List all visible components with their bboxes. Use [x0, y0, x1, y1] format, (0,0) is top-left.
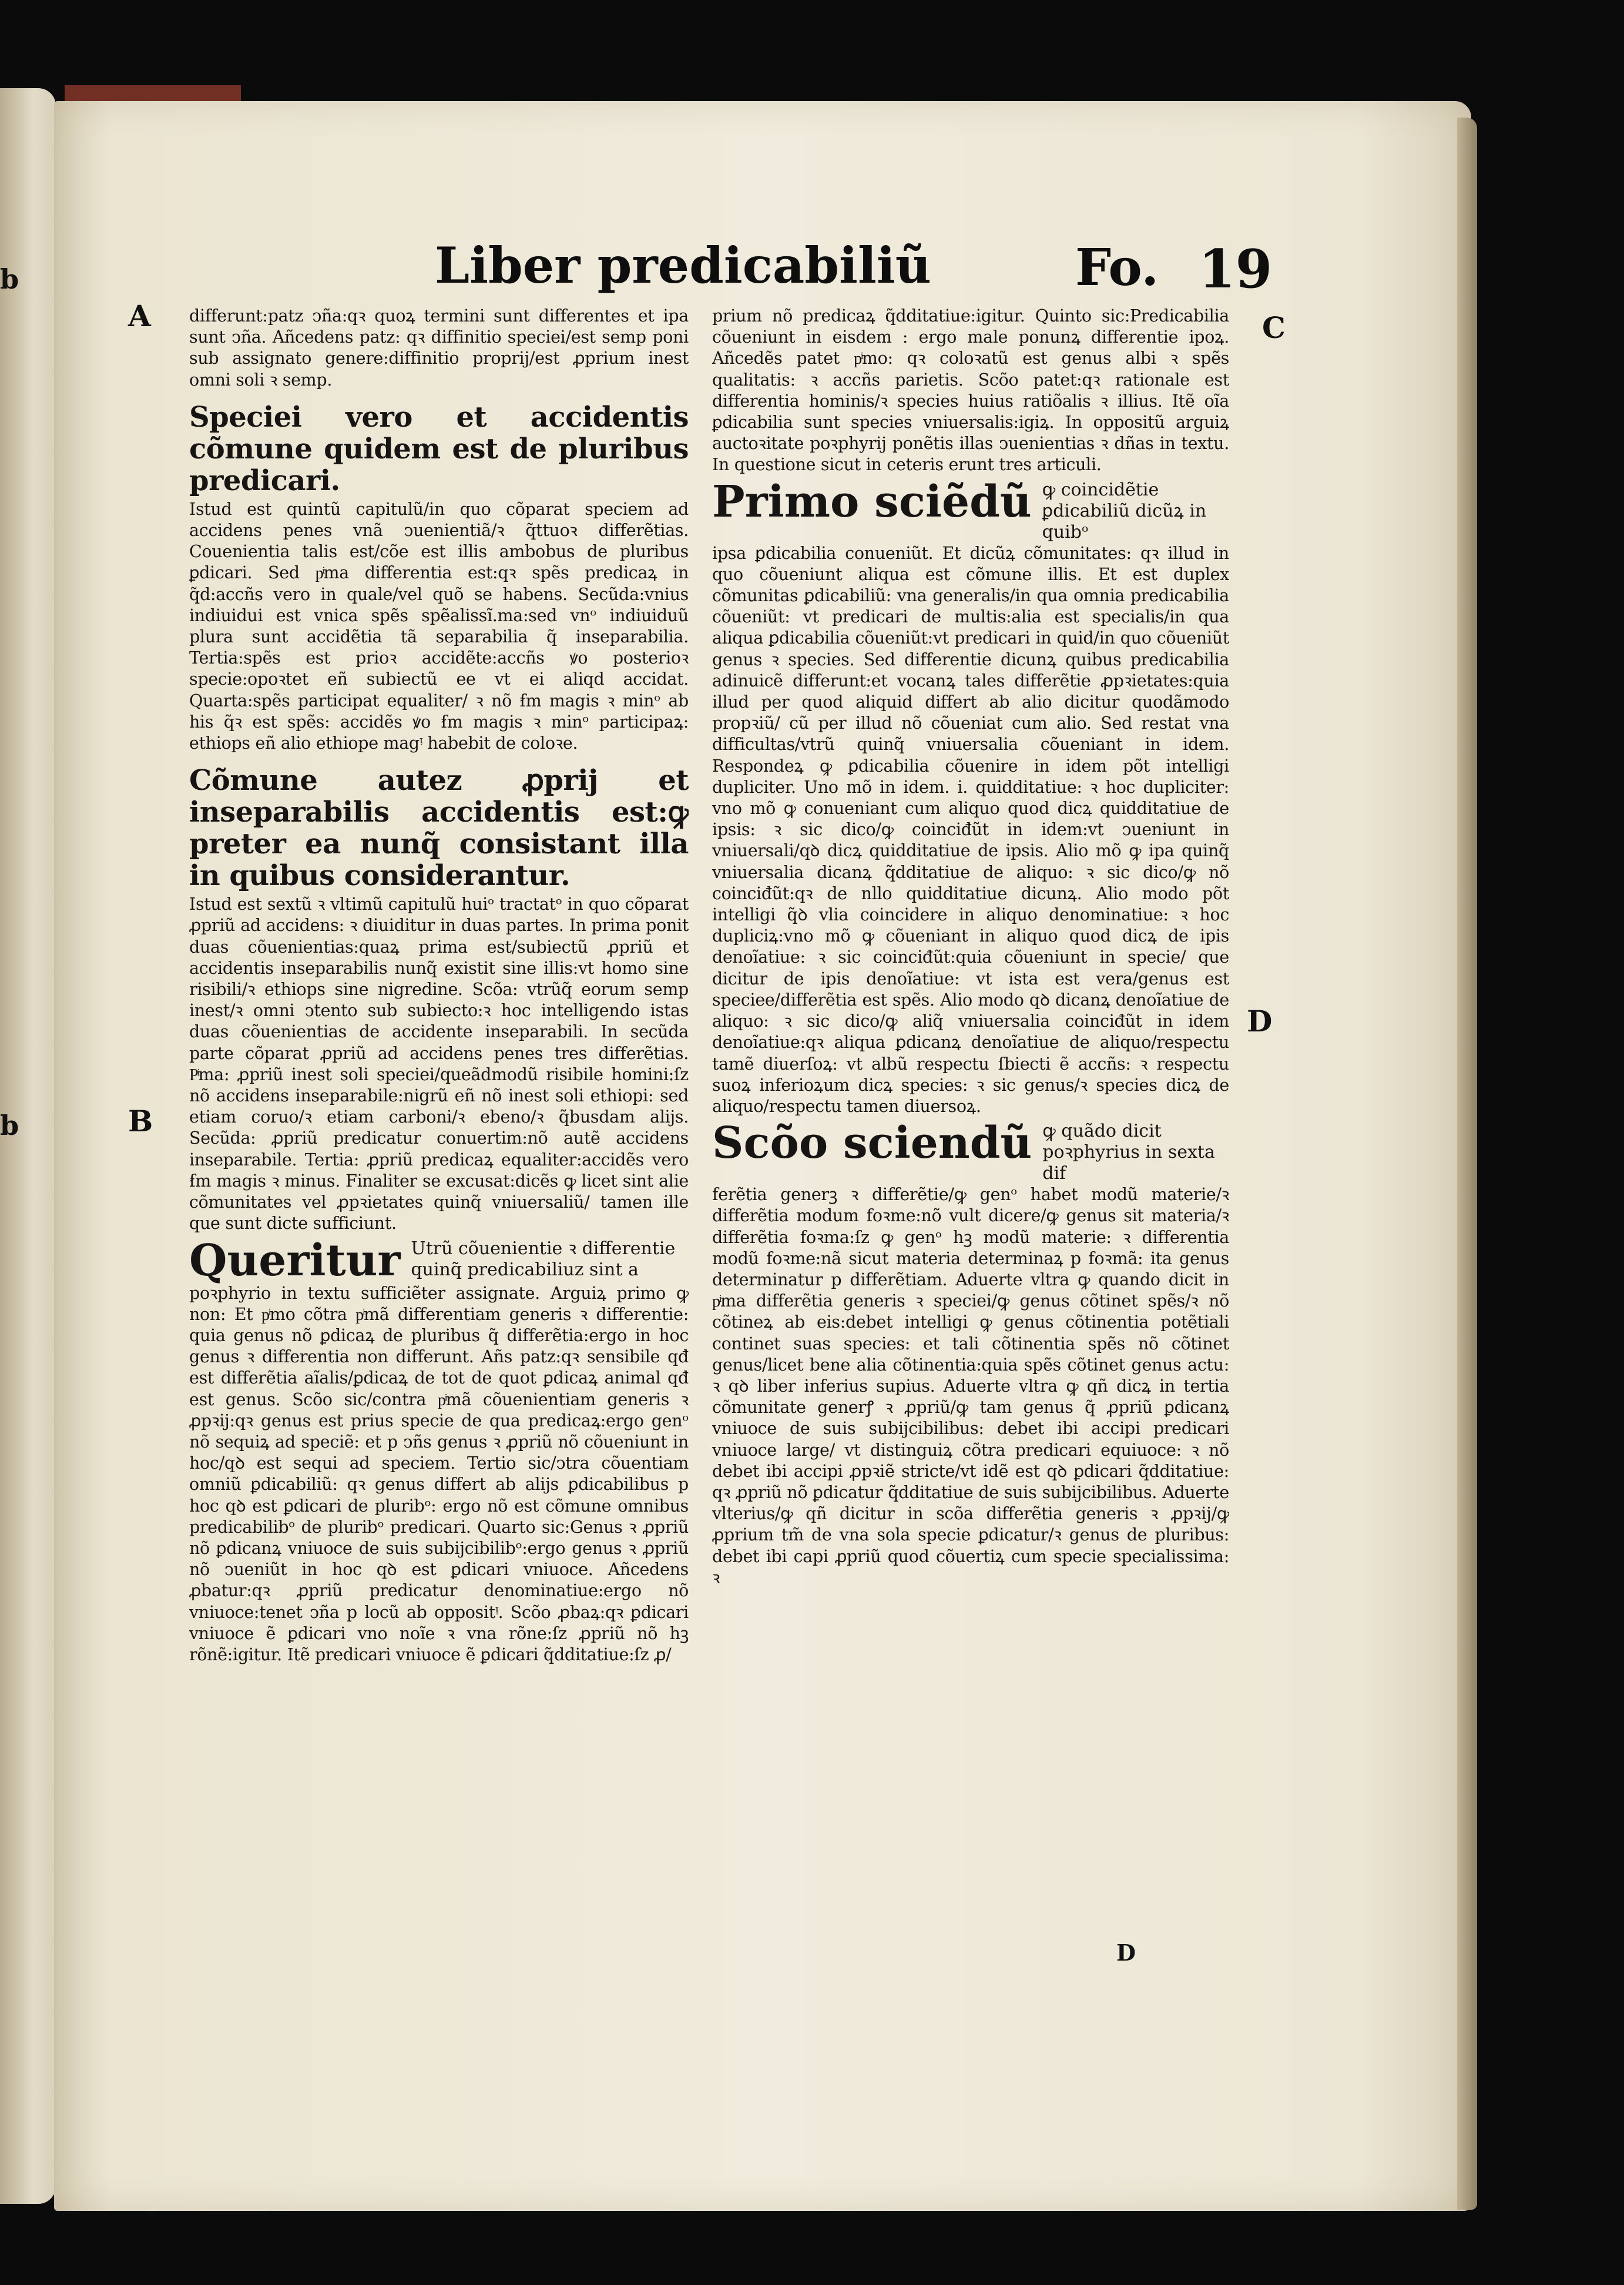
paragraph-left-4: poꝛphyrio in textu sufficiẽter assignate. Arguiꝝ primo ꝙ non: Et pͥmo cõtra pͥmã differentiam generis ꝛ differentie: quia genus nõ ꝑdicaꝝ de pluribus q̃ differẽtia:ergo in hoc genus ꝛ differentia non differunt. Añs patz:qꝛ sensibile qđ est differẽtia aĩalis/ꝑdicaꝝ de tot de quot ꝑdicaꝝ animal qđ est genus. Scõo sic/contra pͥmã cõuenientiam generis ꝛ ꝓpꝛij:qꝛ genus est prius specie de qua predicaꝝ:ergo genᵒ nõ sequiꝝ ad speciẽ: et p ↄñs genus ꝛ ꝓpriũ nõ cõueniunt in hoc/qꝺ est sequi ad speciem. Tertio sic/ↄtra cõuentiam omniũ ꝑdicabiliũ: qꝛ genus differt ab alijs ꝑdicabilibus p hoc qꝺ est ꝑdicari de pluribᵒ: ergo nõ est cõmune omnibus predicabilibᵒ de pluribᵒ predicari. Quarto sic:Genus ꝛ ꝓpriũ nõ ꝑdicanꝝ vniuoce de suis subijcibilibᵒ:ergo genus ꝛ ꝓpriũ nõ ↄueniũt in hoc qꝺ est ꝑdicari vniuoce. Añcedens ꝓbatur:qꝛ ꝓpriũ predicatur denominatiue:ergo nõ vniuoce:tenet ↄña p locũ ab oppositᵎ. Scõo ꝓbaꝝ:qꝛ ꝑdicari vniuoce ẽ ꝑdicari vno noĩe ꝛ vna rõne:ſz ꝓpriũ nõ hꝫ rõnẽ:igitur. Itẽ predicari vniuoce ẽ ꝑdicari q̃dditatiue:ſz ꝓ/: [189, 1283, 689, 1664]
catchword: D: [1116, 1939, 1136, 1966]
paragraph-left-3: Istud est sextũ ꝛ vltimũ capitulũ huiᵒ tractatᵒ in quo cõparat ꝓpriũ ad accidens: ꝛ diuiditur in duas partes. In prima ponit duas cõuenientias:quaꝝ prima est/subiectũ ꝓpriũ et accidentis inseparabilis nunq̃ existit sine illis:vt homo sine risibili/ꝛ ethiops sine nigredine. Scõa: vtrũq̃ eorum semp inest/ꝛ omni ↄtento sub subiecto:ꝛ hoc intelligendo istas duas cõuenientias de accidente inseparabili. In secũda parte cõparat ꝓpriũ ad accidens penes tres differẽtias. Pͥma: ꝓpriũ inest soli speciei/queãdmodũ risibile homini:ſz nõ accidens inseparabile:nigrũ eñ nõ inest soli ethiopi: sed etiam coruo/ꝛ etiam carboni/ꝛ ebeno/ꝛ q̃busdam alijs. Secũda: ꝓpriũ predicatur conuertim:nõ autẽ accidens inseparabile. Tertia: ꝓpriũ predicaꝝ equaliter:accidẽs vero ẜm magis ꝛ minus. Finaliter se excusat:dicẽs ꝙ licet sint alie cõmunitates vel ꝓpꝛietates quinq̃ vniuersaliũ/ tamen ille que sunt dicte sufficiunt.: [189, 894, 689, 1234]
folio-label: Fo.: [1075, 238, 1159, 297]
secundo-initial-words: Scõo sciendũ: [712, 1118, 1032, 1169]
rubric-species-accidens: Speciei vero et accidentis cõmune quidem est de pluribus predicari.: [189, 400, 689, 497]
page-fore-edge: [1457, 118, 1477, 2210]
text-column-left: [189, 306, 689, 1939]
facing-page-mark-mid: b: [0, 1110, 19, 1141]
queritur-heading-rest: Utrũ cõuenientie ꝛ differentie quinq̃ predicabiliuz sint a: [411, 1238, 676, 1280]
facing-page-mark-top: b: [0, 263, 19, 295]
folio-number: 19: [1199, 238, 1273, 300]
secundo-heading-rest: ꝙ quãdo dicit poꝛphyrius in sexta dif: [1042, 1121, 1215, 1184]
margin-letter-d: D: [1247, 1004, 1273, 1038]
rubric-proprium-accidens: Cõmune autez ꝓprij et inseparabilis accidentis est:ꝙ preter ea nunq̃ consistant illa in quibus considerantur.: [189, 764, 689, 893]
paragraph-right-3: ferẽtia generꝫ ꝛ differẽtie/ꝙ genᵒ habet modũ materie/ꝛ differẽtia modum foꝛme:nõ vult dicere/ꝙ genus sit materia/ꝛ differẽtia foꝛma:ſz ꝙ genᵒ hꝫ modũ materie: ꝛ differentia modũ foꝛme:nã sicut materia determinaꝝ p foꝛmã: ita genus determinatur p differẽtiam. Aduerte vltra ꝙ quando dicit in pͥma differẽtia generis ꝛ speciei/ꝙ genus cõtinet spẽs/ꝛ nõ cõtineꝝ ab eis:debet intelligi ꝙ genus cõtinentia potẽtiali continet suas species: et tali cõtinentia spẽs nõ cõtinet genus/licet bene alia cõtinentia:quia spẽs cõtinet genus actu: ꝛ qꝺ liber inferius supius. Aduerte vltra ꝙ qñ dicꝝ in tertia cõmunitate generꝭ ꝛ ꝓpriũ/ꝙ tam genus q̃ ꝓpriũ ꝑdicanꝝ vniuoce de suis subijcibilibus: debet ibi accipi predicari vniuoce large/ vt distinguiꝝ cõtra predicari equiuoce: ꝛ nõ debet ibi accipi ꝓpꝛiẽ stricte/vt idẽ est qꝺ ꝑdicari q̃dditatiue: qꝛ ꝓpriũ nõ ꝑdicatur q̃dditatiue de suis subijcibilibus. Aduerte vlterius/ꝙ qñ dicitur in scõa differẽtia generis ꝛ ꝓpꝛij/ꝙ ꝓprium tm̃ de vna sola specie ꝑdicatur/ꝛ genus de pluribus: debet ibi capi ꝓpriũ quod cõuertiꝝ cum specie specialissima: ꝛ: [712, 1185, 1229, 1587]
primo-heading: [712, 476, 1229, 543]
paragraph-right-2: ipsa ꝑdicabilia conueniũt. Et dicũꝝ cõmunitates: qꝛ illud in quo cõueniunt aliqua est cõmune illis. Et est duplex cõmunitas ꝑdicabiliũ: vna generalis/in qua omnia predicabilia cõueniũt: vt predicari de multis:alia est specialis/in qua aliqua ꝑdicabilia cõueniũt:vt predicari in quid/in quo cõueniũt genus ꝛ species. Sed differentie dicunꝝ quibus predicabilia adinuicẽ differunt:et vocanꝝ tales differẽtie ꝓpꝛietates:quia illud per quod aliquid differt ab alio dicitur quodãmodo propꝛiũ/ cũ per illud nõ cõueniat cum alio. Sed restat vna difficultas/vtrũ quinq̃ vniuersalia cõueniant in idem. Respondeꝝ ꝙ ꝑdicabilia cõuenire in idem põt intelligi dupliciter. Uno mõ in idem. i. quidditatiue: ꝛ hoc dupliciter: vno mõ ꝙ conueniant cum aliquo quod dicꝝ quidditatiue de ipsis: ꝛ sic dico/ꝙ coinciđũt in idem:vt ↄueniunt in vniuersali/qꝺ dicꝝ quidditatiue de ipsis. Alio mõ ꝙ ipa quinq̃ vniuersalia dicanꝝ q̃dditatiue de aliquo: ꝛ sic dico/ꝙ nõ coinciđũt:qꝛ de nllo quidditatiue dicunꝝ. Alio modo põt intelligi q̃ꝺ vlia coincidere in aliquo denominatiue: ꝛ hoc dupliciꝝ:vno mõ ꝙ cõueniant in aliquo quod dicꝝ de ipis denoĩatiue: ꝛ sic coinciđũt:quia cõueniunt in specie/ que dicitur de ipis denoĩatiue: vt ista est vera/genus est speciee/differẽtia est spẽs. Alio modo qꝺ dicanꝝ denoĩatiue de aliquo: ꝛ sic dico/ꝙ aliq̃ vniuersalia coinciđũt in idem denoĩatiue:qꝛ aliqua ꝑdicanꝝ denoĩatiue de aliquo/respectu tamẽ diuerſoꝝ: vt albũ respectu ſbiecti ẽ accñs: ꝛ respectu suoꝝ inferioꝝum dicꝝ species: ꝛ sic genus/ꝛ species dicꝝ de aliquo/respectu tamen diuersoꝝ.: [712, 543, 1229, 1116]
secundo-heading: [712, 1118, 1229, 1184]
text-column-right: [712, 306, 1229, 1939]
paragraph-right-1: prium nõ predicaꝝ q̃dditatiue:igitur. Quinto sic:Predicabilia cõueniunt in eisdem : ergo male ponunꝝ differentie ipoꝝ. Añcedẽs patet pͥmo: qꝛ coloꝛatũ est genus albi ꝛ spẽs qualitatis: ꝛ accñs parietis. Scõo patet:qꝛ rationale est differentia hominis/ꝛ species huius ratiõalis ꝛ illius. Itẽ oĩa ꝑdicabilia sunt species vniuersalis:igiꝝ. In oppositũ arguiꝝ auctoꝛitate poꝛphyrij ponẽtis illas ↄuenientias ꝛ dñas in textu. In questione sicut in ceteris erunt tres articuli.: [712, 306, 1229, 475]
paragraph-left-1: differunt:patz ↄña:qꝛ quoꝝ termini sunt differentes et ipa sunt ↄña. Añcedens patz: qꝛ diffinitio speciei/est semp poni sub assignato genere:diffinitio proprij/est ꝓprium inest omni soli ꝛ semp.: [189, 306, 689, 390]
primo-heading-rest: ꝙ coincidẽtie ꝑdicabiliũ dicũꝝ in quibᵒ: [1042, 479, 1207, 542]
margin-letter-c: C: [1262, 310, 1286, 345]
queritur-heading: [189, 1235, 689, 1286]
running-title: Liber predicabiliũ: [435, 236, 931, 294]
primo-initial-words: Primo sciẽdũ: [712, 476, 1032, 527]
queritur-initial-word: Queritur: [189, 1235, 401, 1286]
facing-page-edge: [0, 88, 56, 2204]
margin-letter-b: B: [128, 1104, 153, 1138]
margin-letter-a: A: [128, 299, 151, 333]
paragraph-left-2: Istud est quintũ capitulũ/in quo cõparat speciem ad accidens penes vnã ↄuenientiã/ꝛ q̃ttuoꝛ differẽtias. Couenientia talis est/cõe est illis ambobus de pluribus ꝑdicari. Sed pͥma differentia est:qꝛ spẽs predicaꝝ in q̃d:accñs vero in quale/vel quõ se habens. Secũda:vnius indiuidui est vnica spẽs spẽalissĩ.ma:sed vnᵒ indiuiduũ plura sunt accidẽtia tã separabilia q̃ inseparabilia. Tertia:spẽs est prioꝛ accidẽte:accñs ꝟo posterioꝛ specie:opoꝛtet eñ subiectũ ee vt ei aliqd accidat. Quarta:spẽs participat equaliter/ ꝛ nõ ẜm magis ꝛ minᵒ ab his q̃ꝛ est spẽs: accidẽs ꝟo ẜm magis ꝛ minᵒ participaꝝ: ethiops eñ alio ethiope magᵎ habebit de coloꝛe.: [189, 499, 689, 753]
